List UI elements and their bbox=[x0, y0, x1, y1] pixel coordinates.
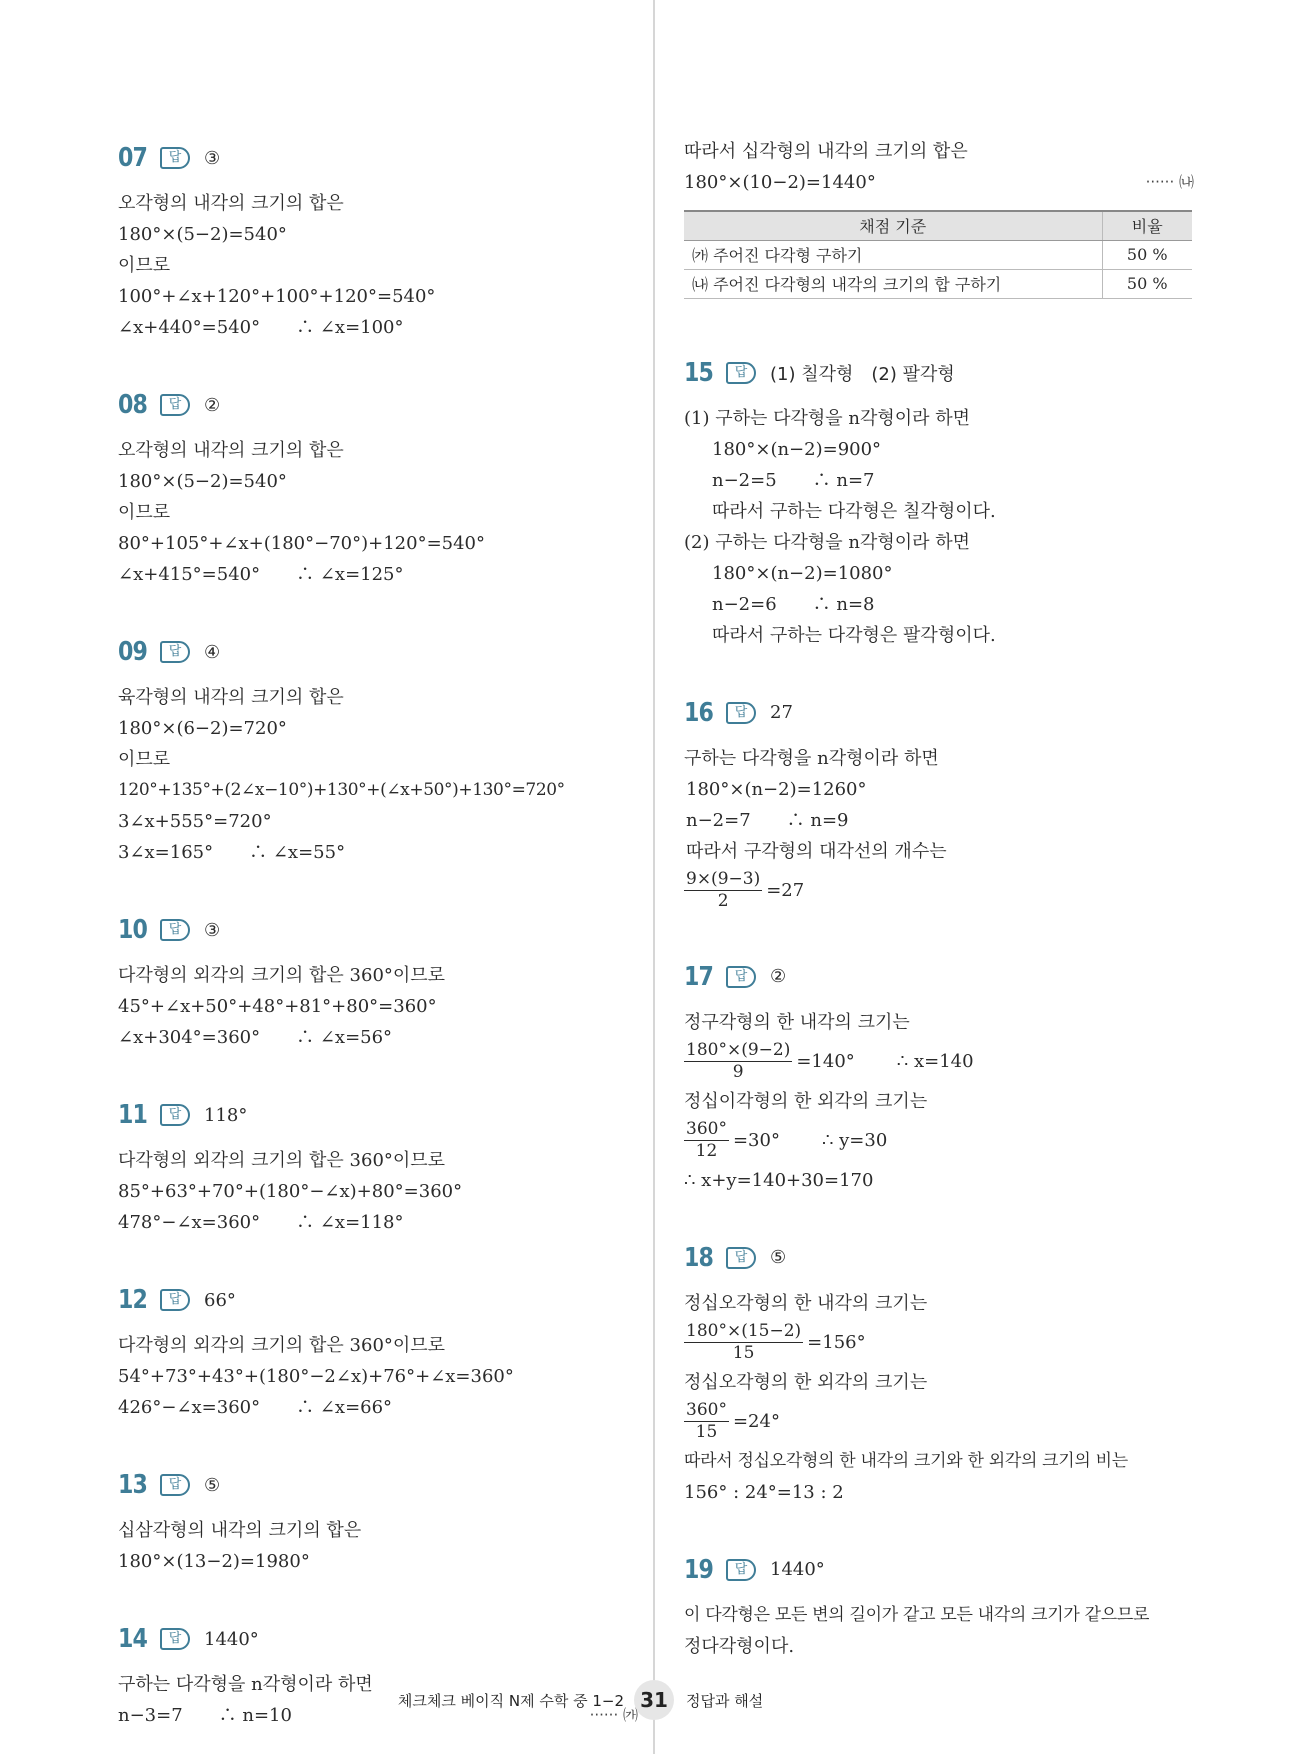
fraction-result: =24° bbox=[732, 1410, 780, 1432]
fraction-result: =156° bbox=[807, 1331, 866, 1353]
page-footer bbox=[0, 1680, 1300, 1720]
table-header: 채점 기준 bbox=[684, 211, 1102, 240]
solution-line: 따라서 구하는 다각형은 칠각형이다. bbox=[712, 500, 996, 522]
solution-line: 오각형의 내각의 크기의 합은 bbox=[118, 193, 344, 214]
solution-line: 따라서 십각형의 내각의 크기의 합은 bbox=[684, 141, 968, 162]
table-row bbox=[684, 240, 1192, 269]
fraction bbox=[684, 1040, 792, 1083]
solution-line: 478°−∠x=360° ∴ ∠x=118° bbox=[118, 1212, 404, 1233]
solution-line: 이므로 bbox=[118, 502, 171, 523]
problem-number: 07 bbox=[118, 143, 148, 173]
solution-line: 180°×(5−2)=540° bbox=[118, 224, 287, 245]
solution-line: 이므로 bbox=[118, 749, 171, 770]
fraction-line bbox=[684, 867, 1194, 915]
fraction-result: =140° bbox=[796, 1050, 855, 1072]
solution-line: 따라서 구하는 다각형은 팔각형이다. bbox=[712, 624, 996, 646]
answer-badge: 답 bbox=[160, 919, 190, 941]
table-cell: 50 % bbox=[1102, 240, 1192, 269]
solution-line: 정십오각형의 한 내각의 크기는 bbox=[684, 1292, 928, 1314]
problem-number: 17 bbox=[684, 961, 714, 992]
fraction-denominator: 2 bbox=[717, 891, 729, 911]
solution-line: 다각형의 외각의 크기의 합은 360°이므로 bbox=[118, 1150, 446, 1171]
problem-12 bbox=[118, 1278, 638, 1423]
answer-value: ⑤ bbox=[204, 1474, 221, 1496]
answer-value: ② bbox=[204, 394, 221, 416]
answer-badge: 답 bbox=[726, 362, 756, 384]
problem-header bbox=[684, 1236, 1194, 1280]
solution-line: 3∠x=165° ∴ ∠x=55° bbox=[118, 842, 346, 863]
fraction bbox=[684, 1119, 729, 1162]
solution-text: 180°×(10−2)=1440° bbox=[684, 172, 876, 193]
problem-header bbox=[118, 908, 638, 952]
answer-badge: 답 bbox=[160, 1474, 190, 1496]
column-divider bbox=[653, 0, 655, 1754]
fraction-numerator: 180°×(9−2) bbox=[686, 1040, 791, 1060]
problem-16 bbox=[684, 691, 1194, 915]
answer-badge: 답 bbox=[160, 147, 190, 169]
problem-number: 15 bbox=[684, 357, 714, 388]
problem-15 bbox=[684, 351, 1194, 651]
solution-line: n−2=7 ∴ n=9 bbox=[686, 809, 849, 831]
problem-13 bbox=[118, 1463, 638, 1577]
solution-line: 정구각형의 한 내각의 크기는 bbox=[684, 1011, 910, 1033]
solution-line: 따라서 정십오각형의 한 내각의 크기와 한 외각의 크기의 비는 bbox=[684, 1450, 1128, 1471]
answer-badge: 답 bbox=[726, 966, 756, 988]
right-column bbox=[684, 136, 1194, 1702]
problem-header bbox=[118, 1617, 638, 1661]
solution-line: 정십오각형의 한 외각의 크기는 bbox=[684, 1371, 928, 1393]
solution-line: ∠x+415°=540° ∴ ∠x=125° bbox=[118, 564, 404, 585]
table-cell: 50 % bbox=[1102, 269, 1192, 298]
solution-line: ∴ x+y=140+30=170 bbox=[684, 1169, 874, 1191]
fraction-denominator: 12 bbox=[695, 1141, 718, 1161]
fraction-line bbox=[684, 1038, 1194, 1086]
table-row bbox=[684, 269, 1192, 298]
problem-19 bbox=[684, 1548, 1194, 1662]
solution-line: n−2=5 ∴ n=7 bbox=[712, 469, 875, 491]
step-tag: ······ ㈏ bbox=[1145, 173, 1194, 191]
fraction-numerator: 180°×(15−2) bbox=[686, 1321, 802, 1341]
problem-header bbox=[118, 1278, 638, 1322]
problem-11 bbox=[118, 1093, 638, 1238]
solution-line: 다각형의 외각의 크기의 합은 360°이므로 bbox=[118, 1335, 446, 1356]
problem-17 bbox=[684, 955, 1194, 1196]
problem-number: 11 bbox=[118, 1100, 148, 1130]
step-tag: ······ ㈎ bbox=[589, 1706, 638, 1724]
problem-number: 12 bbox=[118, 1285, 148, 1315]
answer-value: 1440° bbox=[770, 1559, 825, 1580]
problem-08 bbox=[118, 383, 638, 590]
problem-18 bbox=[684, 1236, 1194, 1508]
solution-line: 180°×(13−2)=1980° bbox=[118, 1551, 310, 1572]
solution-line: 육각형의 내각의 크기의 합은 bbox=[118, 687, 344, 708]
solution-text: n−3=7 ∴ n=10 bbox=[118, 1705, 292, 1726]
fraction-line bbox=[684, 1319, 1194, 1367]
answer-badge: 답 bbox=[726, 1559, 756, 1581]
problem-number: 16 bbox=[684, 697, 714, 728]
answer-value: ② bbox=[770, 966, 787, 987]
answer-badge: 답 bbox=[160, 1628, 190, 1650]
answer-value: ③ bbox=[204, 147, 221, 169]
answer-badge: 답 bbox=[726, 702, 756, 724]
fraction-numerator: 9×(9−3) bbox=[686, 869, 761, 889]
problem-number: 13 bbox=[118, 1470, 148, 1500]
conclusion-text: ∴ x=140 bbox=[896, 1050, 974, 1072]
problem-number: 09 bbox=[118, 637, 148, 667]
solution-line: 156° : 24°=13 : 2 bbox=[684, 1481, 844, 1503]
conclusion-text: ∴ y=30 bbox=[821, 1129, 888, 1151]
solution-line: 오각형의 내각의 크기의 합은 bbox=[118, 440, 344, 461]
answer-value: (1) 칠각형 (2) 팔각형 bbox=[770, 363, 955, 385]
solution-line: 426°−∠x=360° ∴ ∠x=66° bbox=[118, 1397, 393, 1418]
fraction bbox=[684, 1400, 729, 1443]
book-title: 체크체크 베이직 N제 수학 중 1−2 bbox=[397, 1692, 624, 1710]
left-column bbox=[118, 136, 638, 1754]
answer-value: 27 bbox=[770, 702, 793, 723]
problem-header bbox=[118, 383, 638, 427]
solution-line: 3∠x+555°=720° bbox=[118, 811, 272, 832]
solution-line bbox=[684, 167, 1194, 198]
solution-line: 십삼각형의 내각의 크기의 합은 bbox=[118, 1520, 362, 1541]
problem-number: 19 bbox=[684, 1554, 714, 1585]
fraction bbox=[684, 869, 762, 912]
problem-09 bbox=[118, 630, 638, 868]
answer-badge: 답 bbox=[160, 394, 190, 416]
answer-value: ⑤ bbox=[770, 1247, 787, 1268]
table-header-row bbox=[684, 211, 1192, 240]
problem-07 bbox=[118, 136, 638, 343]
solution-line: (1) 구하는 다각형을 n각형이라 하면 bbox=[684, 407, 971, 429]
answer-value: 118° bbox=[204, 1104, 248, 1126]
problem-header bbox=[118, 1463, 638, 1507]
problem-header bbox=[118, 630, 638, 674]
fraction-numerator: 360° bbox=[686, 1119, 727, 1139]
table-cell: ㈏ 주어진 다각형의 내각의 크기의 합 구하기 bbox=[684, 269, 1102, 298]
problem-number: 10 bbox=[118, 915, 148, 945]
problem-number: 14 bbox=[118, 1624, 148, 1654]
solution-line: 180°×(n−2)=1080° bbox=[712, 562, 893, 584]
solution-line: 54°+73°+43°+(180°−2∠x)+76°+∠x=360° bbox=[118, 1366, 514, 1387]
fraction-result: =30° bbox=[732, 1129, 780, 1151]
problem-number: 08 bbox=[118, 390, 148, 420]
fraction-result: =27 bbox=[766, 879, 805, 901]
fraction bbox=[684, 1321, 803, 1364]
solution-line: 100°+∠x+120°+100°+120°=540° bbox=[118, 286, 436, 307]
solution-line: (2) 구하는 다각형을 n각형이라 하면 bbox=[684, 531, 971, 553]
answer-badge: 답 bbox=[160, 1104, 190, 1126]
problem-header bbox=[684, 691, 1194, 735]
scoring-table bbox=[684, 210, 1192, 299]
solution-line: 180°×(6−2)=720° bbox=[118, 718, 287, 739]
solution-line: 85°+63°+70°+(180°−∠x)+80°=360° bbox=[118, 1181, 463, 1202]
fraction-denominator: 9 bbox=[732, 1062, 744, 1082]
solution-line: 이 다각형은 모든 변의 길이가 같고 모든 내각의 크기가 같으므로 bbox=[684, 1604, 1150, 1625]
solution-line: 180°×(5−2)=540° bbox=[118, 471, 287, 492]
fraction-denominator: 15 bbox=[695, 1422, 718, 1442]
answer-badge: 답 bbox=[726, 1247, 756, 1269]
section-title: 정답과 해설 bbox=[686, 1692, 764, 1710]
solution-line: 다각형의 외각의 크기의 합은 360°이므로 bbox=[118, 965, 446, 986]
answer-value: 1440° bbox=[204, 1628, 259, 1650]
solution-line: 정다각형이다. bbox=[684, 1635, 795, 1657]
problem-14-continued bbox=[684, 136, 1194, 299]
solution-line: 120°+135°+(2∠x−10°)+130°+(∠x+50°)+130°=720° bbox=[118, 780, 565, 800]
page-number: 31 bbox=[634, 1680, 674, 1720]
table-cell: ㈎ 주어진 다각형 구하기 bbox=[684, 240, 1102, 269]
solution-line: 따라서 구각형의 대각선의 개수는 bbox=[686, 840, 947, 862]
problem-header bbox=[118, 136, 638, 180]
answer-value: ④ bbox=[204, 641, 221, 663]
fraction-numerator: 360° bbox=[686, 1400, 727, 1420]
answer-badge: 답 bbox=[160, 641, 190, 663]
problem-header bbox=[684, 1548, 1194, 1592]
solution-line: n−2=6 ∴ n=8 bbox=[712, 593, 875, 615]
solution-line: 이므로 bbox=[118, 255, 171, 276]
problem-number: 18 bbox=[684, 1242, 714, 1273]
solution-line: 정십이각형의 한 외각의 크기는 bbox=[684, 1090, 928, 1112]
table-header: 비율 bbox=[1102, 211, 1192, 240]
solution-line: 180°×(n−2)=900° bbox=[712, 438, 882, 460]
solution-line: ∠x+440°=540° ∴ ∠x=100° bbox=[118, 317, 404, 338]
problem-header bbox=[684, 955, 1194, 999]
solution-line: 구하는 다각형을 n각형이라 하면 bbox=[684, 747, 939, 769]
answer-value: ③ bbox=[204, 919, 221, 941]
answer-value: 66° bbox=[204, 1289, 236, 1311]
fraction-denominator: 15 bbox=[732, 1343, 755, 1363]
fraction-line bbox=[684, 1117, 1194, 1165]
solution-line: 구하는 다각형을 n각형이라 하면 bbox=[118, 1674, 373, 1695]
problem-10 bbox=[118, 908, 638, 1053]
solution-line: 180°×(n−2)=1260° bbox=[686, 778, 867, 800]
fraction-line bbox=[684, 1398, 1194, 1446]
solution-line: 80°+105°+∠x+(180°−70°)+120°=540° bbox=[118, 533, 486, 554]
solution-line: ∠x+304°=360° ∴ ∠x=56° bbox=[118, 1027, 393, 1048]
answer-badge: 답 bbox=[160, 1289, 190, 1311]
solution-line: 45°+∠x+50°+48°+81°+80°=360° bbox=[118, 996, 437, 1017]
problem-header bbox=[118, 1093, 638, 1137]
problem-header bbox=[684, 351, 1194, 395]
